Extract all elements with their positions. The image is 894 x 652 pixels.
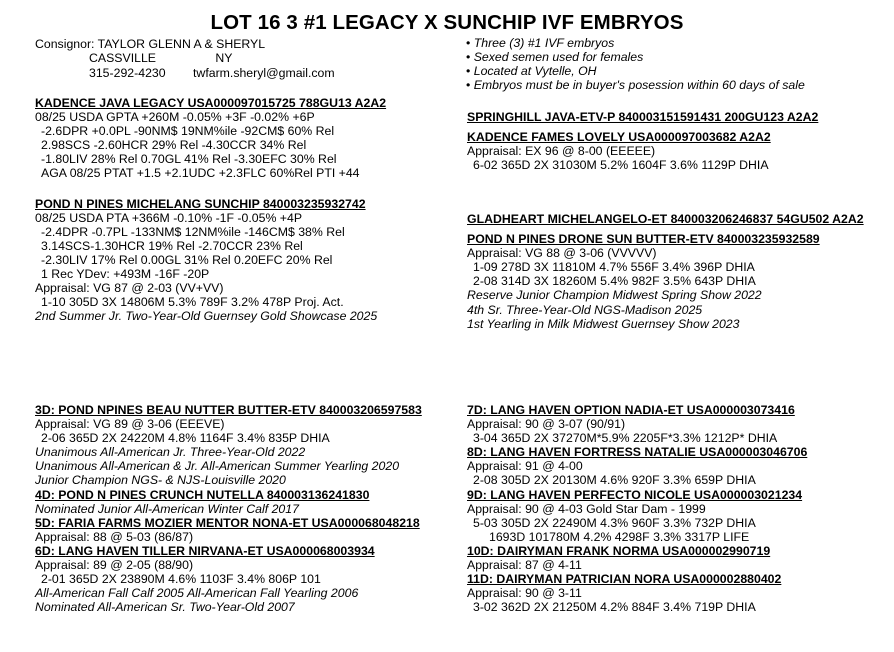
pedigree-line: Appraisal: 90 @ 3-11 [467,586,582,601]
dam-header: 4D: POND N PINES CRUNCH NUTELLA 840003136241830 [35,487,370,502]
pedigree-line: Appraisal: EX 96 @ 8-00 (EEEEE) [467,144,656,159]
pedigree-line: Appraisal: VG 89 @ 3-06 (EEEVE) [35,417,225,432]
pedigree-line: 1-09 278D 3X 11810M 4.7% 556F 3.4% 396P DHIA [473,260,755,275]
pedigree-line: 08/25 USDA PTA +366M -0.10% -1F -0.05% +4P [35,210,303,225]
sale-term-item: • Located at Vytelle, OH [466,64,805,78]
pedigree-line: 6-02 365D 2X 31030M 5.2% 1604F 3.6% 1129P DHIA [473,158,769,173]
pedigree-line: 1st Yearling in Milk Midwest Guernsey Show 2023 [467,316,740,331]
pedigree-line: Appraisal: 90 @ 3-07 (90/91) [467,417,626,432]
pedigree-line: 2-08 305D 2X 20130M 4.6% 920F 3.3% 659P DHIA [473,473,756,488]
right-pedigree-top [467,110,818,172]
pedigree-line: 2-08 314D 3X 18260M 5.4% 982F 3.5% 643P DHIA [473,274,756,289]
sale-term-item: • Sexed semen used for females [466,50,805,64]
dam-header: 8D: LANG HAVEN FORTRESS NATALIE USA000003046706 [467,445,808,460]
animal-header: POND N PINES DRONE SUN BUTTER-ETV 840003235932589 [467,232,820,247]
dam-header: 3D: POND NPINES BEAU NUTTER BUTTER-ETV 840003206597583 [35,403,422,417]
animal-header: POND N PINES MICHELANG SUNCHIP 840003235932742 [35,196,366,211]
pedigree-line: AGA 08/25 PTAT +1.5 +2.1UDC +2.3FLC 60%Rel PTI +44 [41,166,360,181]
animal-header: KADENCE JAVA LEGACY USA000097015725 788GU13 A2A2 [35,96,387,110]
pedigree-line: 3-02 362D 2X 21250M 4.2% 884F 3.4% 719P DHIA [473,600,756,615]
dam-header: 10D: DAIRYMAN FRANK NORMA USA000002990719 [467,543,771,558]
pedigree-line: Unanimous All-American Jr. Three-Year-Old 2022 [35,445,306,460]
pedigree-line: Junior Champion NGS- & NJS-Louisville 2020 [35,473,286,488]
pedigree-line: 3-04 365D 2X 37270M*5.9% 2205F*3.3% 1212P* DHIA [473,431,778,446]
pedigree-line: 1-10 305D 3X 14806M 5.3% 789F 3.2% 478P Proj. Act. [41,295,344,310]
pedigree-line: Nominated All-American Sr. Two-Year-Old 2007 [35,600,295,615]
pedigree-line: Reserve Junior Champion Midwest Spring Show 2022 [467,288,762,303]
pedigree-line: 3.14SCS-1.30HCR 19% Rel -2.70CCR 23% Rel [41,238,303,253]
pedigree-line: 2.98SCS -2.60HCR 29% Rel -4.30CCR 34% Rel [41,138,307,153]
pedigree-line: Unanimous All-American & Jr. All-American Summer Yearling 2020 [35,459,400,474]
sale-terms-list [466,36,805,92]
pedigree-line: Nominated Junior All-American Winter Calf 2017 [35,501,299,516]
right-dams-column [467,403,807,614]
consignor-email: twfarm.sheryl@gmail.com [193,66,335,81]
pedigree-line: Appraisal: 89 @ 2-05 (88/90) [35,558,194,573]
pedigree-line: 5-03 305D 2X 22490M 4.3% 960F 3.3% 732P DHIA [473,515,756,530]
pedigree-line: Appraisal: 87 @ 4-11 [467,558,582,573]
pedigree-line: Appraisal: VG 87 @ 2-03 (VV+VV) [35,281,224,296]
pedigree-line: Appraisal: 91 @ 4-00 [467,459,583,474]
pedigree-line: 1 Rec YDev: +493M -16F -20P [41,267,210,282]
animal-header: SPRINGHILL JAVA-ETV-P 840003151591431 200GU123 A2A2 [467,110,819,124]
pedigree-line: -2.6DPR +0.0PL -90NM$ 19NM%ile -92CM$ 60% Rel [41,124,335,139]
consignor-contact [35,66,335,80]
block-spacer [35,181,386,197]
pedigree-line: 2-01 365D 2X 23890M 4.6% 1103F 3.4% 806P 101 [41,572,321,587]
pedigree-line: Appraisal: VG 88 @ 3-06 (VVVVV) [467,246,657,261]
pedigree-line: Appraisal: 88 @ 5-03 (86/87) [35,529,194,544]
pedigree-line: 2nd Summer Jr. Two-Year-Old Guernsey Gold Showcase 2025 [35,309,378,324]
consignor-phone: 315-292-4230 [89,66,166,81]
sale-term-item: • Embryos must be in buyer's posession within 60 days of sale [466,78,805,92]
dam-header: 6D: LANG HAVEN TILLER NIRVANA-ET USA000068003934 [35,543,375,558]
consignor-location [35,51,335,65]
pedigree-line: 1693D 101780M 4.2% 4298F 3.3% 3317P LIFE [489,529,750,544]
pedigree-line: All-American Fall Calf 2005 All-American Fall Yearling 2006 [35,586,359,601]
lot-title: LOT 16 3 #1 LEGACY X SUNCHIP IVF EMBRYOS [210,11,684,34]
pedigree-line: Appraisal: 90 @ 4-03 Gold Star Dam - 1999 [467,501,706,516]
pedigree-line: -1.80LIV 28% Rel 0.70GL 41% Rel -3.30EFC 30% Rel [41,152,337,167]
consignor-state: NY [215,51,233,66]
pedigree-line: -2.4DPR -0.7PL -133NM$ 12NM%ile -146CM$ 38% Rel [41,224,345,239]
left-dams-column [35,403,422,614]
sale-term-item: • Three (3) #1 IVF embryos [466,36,805,50]
sire-pedigree-column [35,96,386,323]
animal-header: KADENCE FAMES LOVELY USA000097003682 A2A2 [467,130,771,145]
dam-header: 9D: LANG HAVEN PERFECTO NICOLE USA000003021234 [467,487,803,502]
consignor-info [35,37,335,80]
consignor-name: Consignor: TAYLOR GLENN A & SHERYL [35,37,266,51]
pedigree-line: 08/25 USDA GPTA +260M -0.05% +3F -0.02% +6P [35,110,315,125]
pedigree-line: 2-06 365D 2X 24220M 4.8% 1164F 3.4% 835P DHIA [41,431,330,446]
dam-header: 11D: DAIRYMAN PATRICIAN NORA USA000002880402 [467,572,782,587]
pedigree-line: -2.30LIV 17% Rel 0.00GL 31% Rel 0.20EFC 20% Rel [41,252,333,267]
dam-header: 5D: FARIA FARMS MOZIER MENTOR NONA-ET USA000068048218 [35,515,420,530]
animal-header: GLADHEART MICHELANGELO-ET 840003206246837 54GU502 A2A2 [467,212,864,226]
dam-header: 7D: LANG HAVEN OPTION NADIA-ET USA000003073416 [467,403,795,417]
consignor-city: CASSVILLE [89,51,156,66]
right-pedigree-mid [467,212,864,331]
pedigree-line: 4th Sr. Three-Year-Old NGS-Madison 2025 [467,302,703,317]
